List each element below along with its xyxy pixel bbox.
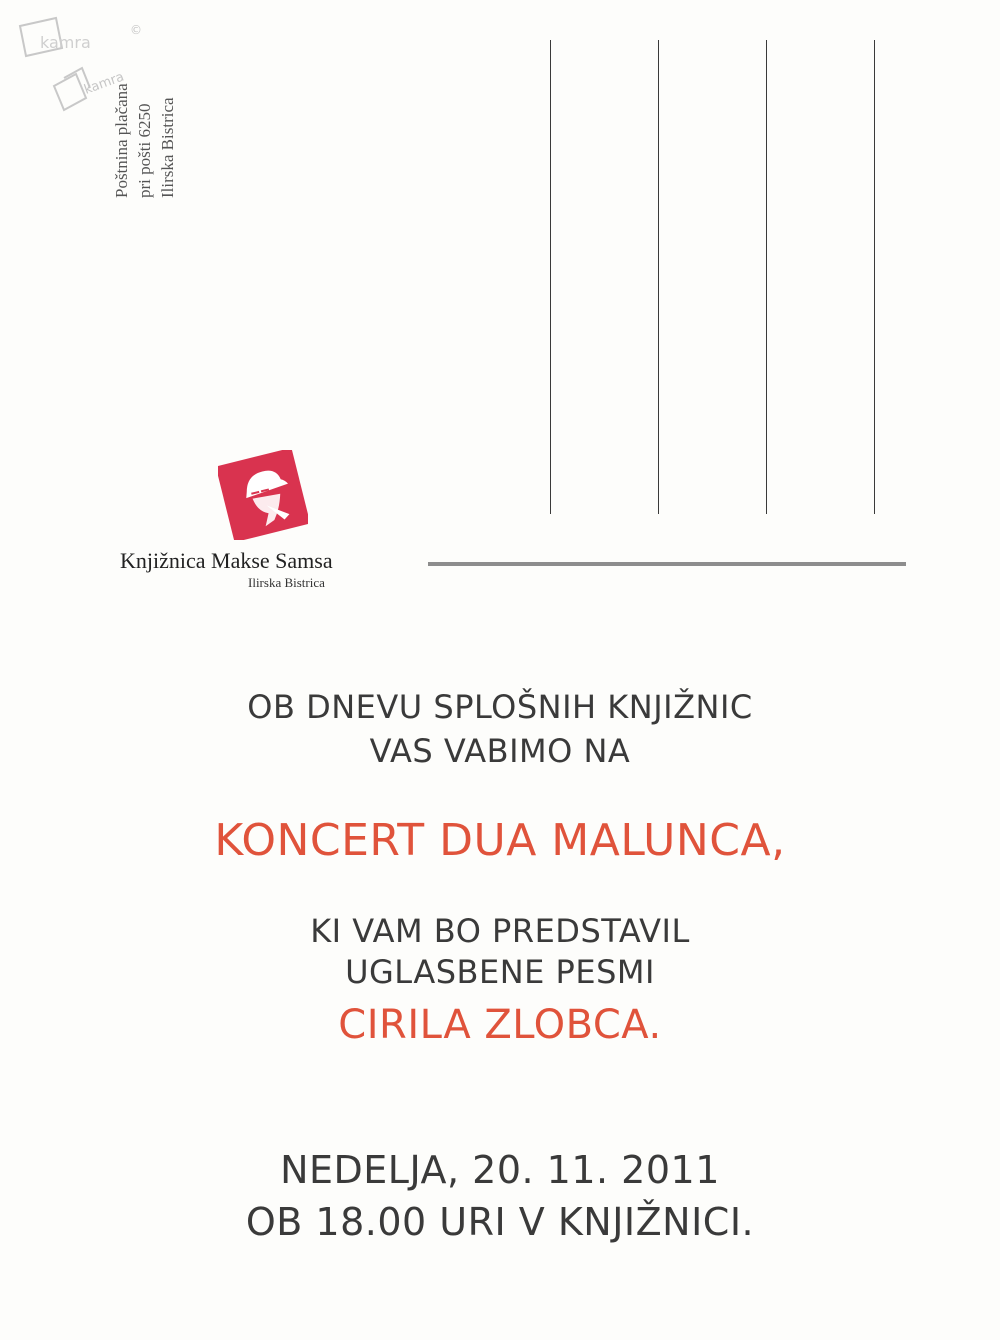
address-line-1 — [550, 40, 551, 514]
watermark-text: kamra — [40, 33, 91, 52]
invitation-line-1: OB DNEVU SPLOŠNIH KNJIŽNIC — [247, 688, 753, 726]
event-date: NEDELJA, 20. 11. 2011 — [280, 1148, 720, 1192]
svg-text:©: © — [130, 23, 142, 37]
watermark-text-2: kamra — [82, 69, 127, 98]
invitation-line-2: VAS VABIMO NA — [369, 732, 631, 770]
library-name: Knjižnica Makse Samsa — [120, 548, 333, 573]
postage-line-3: Ilirska Bistrica — [158, 97, 177, 198]
address-line-2 — [658, 40, 659, 514]
postage-line-1: Poštnina plačana — [112, 83, 131, 198]
invitation-line-5: UGLASBENE PESMI — [345, 953, 655, 991]
address-line-3 — [766, 40, 767, 514]
postage-line-2: pri pošti 6250 — [135, 103, 154, 198]
poet-name: CIRILA ZLOBCA. — [338, 1002, 662, 1048]
invitation-line-4: KI VAM BO PREDSTAVIL — [310, 912, 690, 950]
address-line-4 — [874, 40, 875, 514]
signature-line — [428, 562, 906, 566]
event-time-place: OB 18.00 URI V KNJIŽNICI. — [245, 1200, 755, 1244]
library-place: Ilirska Bistrica — [248, 575, 325, 590]
library-logo-icon — [218, 450, 308, 540]
postage-paid-note — [110, 48, 190, 198]
event-title: KONCERT DUA MALUNCA, — [214, 815, 786, 866]
